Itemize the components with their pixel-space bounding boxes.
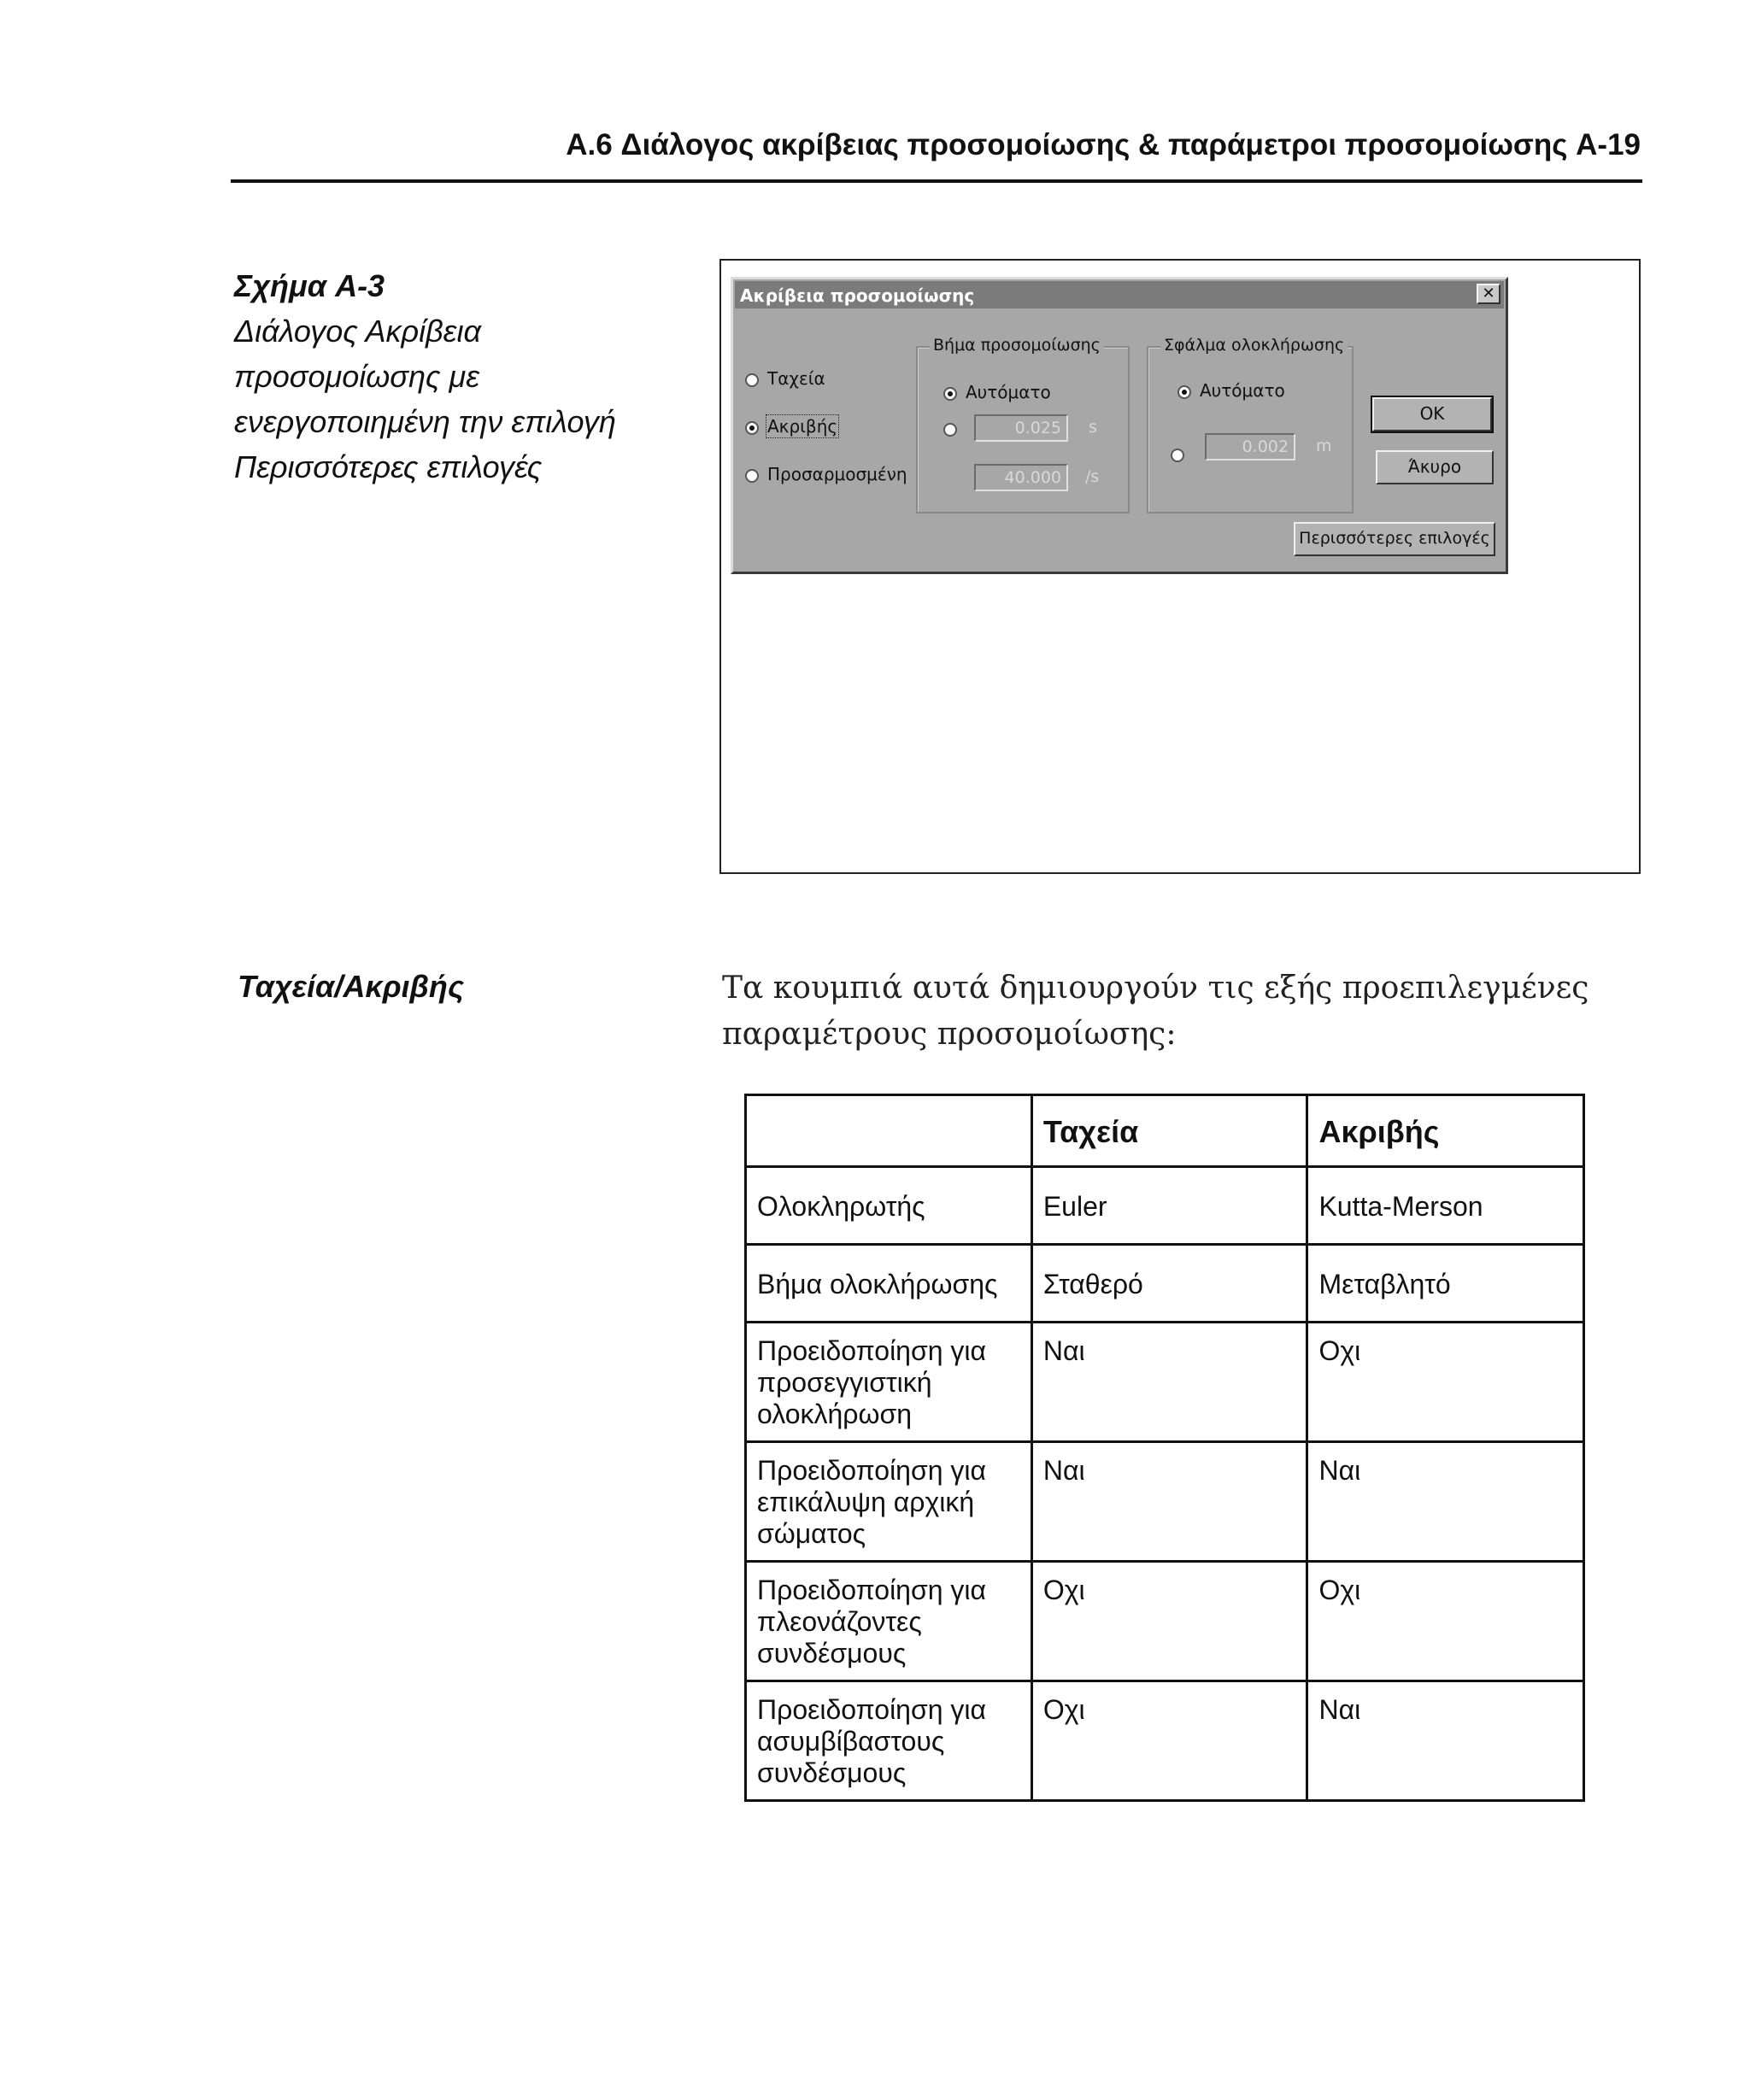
table-cell: Kutta-Merson <box>1307 1167 1584 1245</box>
caption-line: ενεργοποιημένη την επιλογή <box>234 404 616 439</box>
caption-line: Περισσότερες επιλογές <box>234 449 543 484</box>
error-manual-radio[interactable] <box>1171 443 1193 464</box>
row-label: Ολοκληρωτής <box>746 1167 1032 1245</box>
groupbox-title: Σφάλμα ολοκλήρωσης <box>1160 336 1348 355</box>
error-auto-radio[interactable] <box>1177 380 1285 401</box>
header-cell: Ταχεία <box>1031 1095 1307 1167</box>
row-label: Προειδοποίηση για προσεγγιστική ολοκλήρωση <box>746 1323 1032 1442</box>
cancel-button[interactable]: Άκυρο <box>1376 450 1494 484</box>
table-row <box>746 1323 1584 1442</box>
table-row <box>746 1562 1584 1681</box>
radio-circle[interactable] <box>943 423 957 437</box>
table-row <box>746 1442 1584 1562</box>
row-label: Προειδοποίηση για πλεονάζοντες συνδέσμους <box>746 1562 1032 1681</box>
radio-label: Ακριβής <box>767 416 838 437</box>
rate-unit: /s <box>1085 467 1100 486</box>
table-cell: Μεταβλητό <box>1307 1245 1584 1323</box>
row-label: Προειδοποίηση για ασυμβίβαστους συνδέσμους <box>746 1681 1032 1801</box>
caption-line: Διάλογος Ακρίβεια <box>234 314 482 349</box>
radio-fast[interactable] <box>745 368 825 389</box>
figure-label: Σχήμα A-3 <box>234 268 385 303</box>
header-cell <box>746 1095 1032 1167</box>
table-cell: Ναι <box>1031 1323 1307 1442</box>
table-cell: Σταθερό <box>1031 1245 1307 1323</box>
step-manual-radio[interactable] <box>943 418 966 438</box>
table-row <box>746 1167 1584 1245</box>
table-cell: Ναι <box>1307 1442 1584 1562</box>
radio-label: Ταχεία <box>767 368 825 389</box>
table-cell: Οχι <box>1307 1323 1584 1442</box>
intro-paragraph: Τα κουμπιά αυτά δημιουργούν τις εξής προεπιλεγμένες παραμέτρους προσομοίωσης: <box>722 971 1589 1052</box>
radio-circle[interactable] <box>1171 449 1184 462</box>
error-unit: m <box>1316 437 1332 455</box>
radio-label: Προσαρμοσμένη <box>767 464 907 484</box>
header-rule <box>231 179 1642 183</box>
table-cell: Ναι <box>1031 1442 1307 1562</box>
table-cell: Οχι <box>1031 1562 1307 1681</box>
row-label: Προειδοποίηση για επικάλυψη αρχική σώματος <box>746 1442 1032 1562</box>
table-cell: Οχι <box>1307 1562 1584 1681</box>
table-cell: Euler <box>1031 1167 1307 1245</box>
step-rate-field[interactable]: 40.000 <box>974 464 1068 491</box>
row-label: Βήμα ολοκλήρωσης <box>746 1245 1032 1323</box>
running-header: A.6 Διάλογος ακρίβειας προσομοίωσης & παράμετροι προσομοίωσης A-19 <box>566 128 1641 161</box>
table-row <box>746 1681 1584 1801</box>
header-cell: Ακριβής <box>1307 1095 1584 1167</box>
simulation-accuracy-dialog <box>731 277 1508 574</box>
dialog-titlebar[interactable] <box>735 281 1504 308</box>
table-row <box>746 1245 1584 1323</box>
table-header-row <box>746 1095 1584 1167</box>
radio-circle[interactable] <box>745 469 759 483</box>
table-cell: Ναι <box>1307 1681 1584 1801</box>
radio-label: Αυτόματο <box>966 382 1051 402</box>
step-unit: s <box>1089 418 1097 437</box>
radio-circle[interactable] <box>943 387 957 401</box>
more-options-button[interactable]: Περισσότερες επιλογές <box>1294 522 1495 556</box>
ok-button[interactable]: OK <box>1372 397 1492 431</box>
close-icon: ✕ <box>1482 284 1495 302</box>
caption-line: προσομοίωσης με <box>234 359 480 394</box>
groupbox-title: Βήμα προσομοίωσης <box>930 336 1104 355</box>
radio-accurate[interactable] <box>745 416 837 437</box>
radio-circle[interactable] <box>1177 385 1191 399</box>
radio-circle[interactable] <box>745 421 759 435</box>
step-auto-radio[interactable] <box>943 382 1051 402</box>
radio-circle[interactable] <box>745 373 759 387</box>
radio-custom[interactable] <box>745 464 907 484</box>
step-size-field[interactable]: 0.025 <box>974 414 1068 442</box>
integration-error-field[interactable]: 0.002 <box>1205 433 1295 460</box>
section-heading: Ταχεία/Ακριβής <box>238 969 464 1004</box>
figure-caption <box>234 263 696 490</box>
table-cell: Οχι <box>1031 1681 1307 1801</box>
step-groupbox <box>916 336 1130 513</box>
close-button[interactable] <box>1477 284 1500 304</box>
parameters-table <box>744 1094 1585 1802</box>
dialog-title: Ακρίβεια προσομοίωσης <box>740 285 975 306</box>
error-groupbox <box>1147 336 1354 513</box>
radio-label: Αυτόματο <box>1200 380 1285 401</box>
